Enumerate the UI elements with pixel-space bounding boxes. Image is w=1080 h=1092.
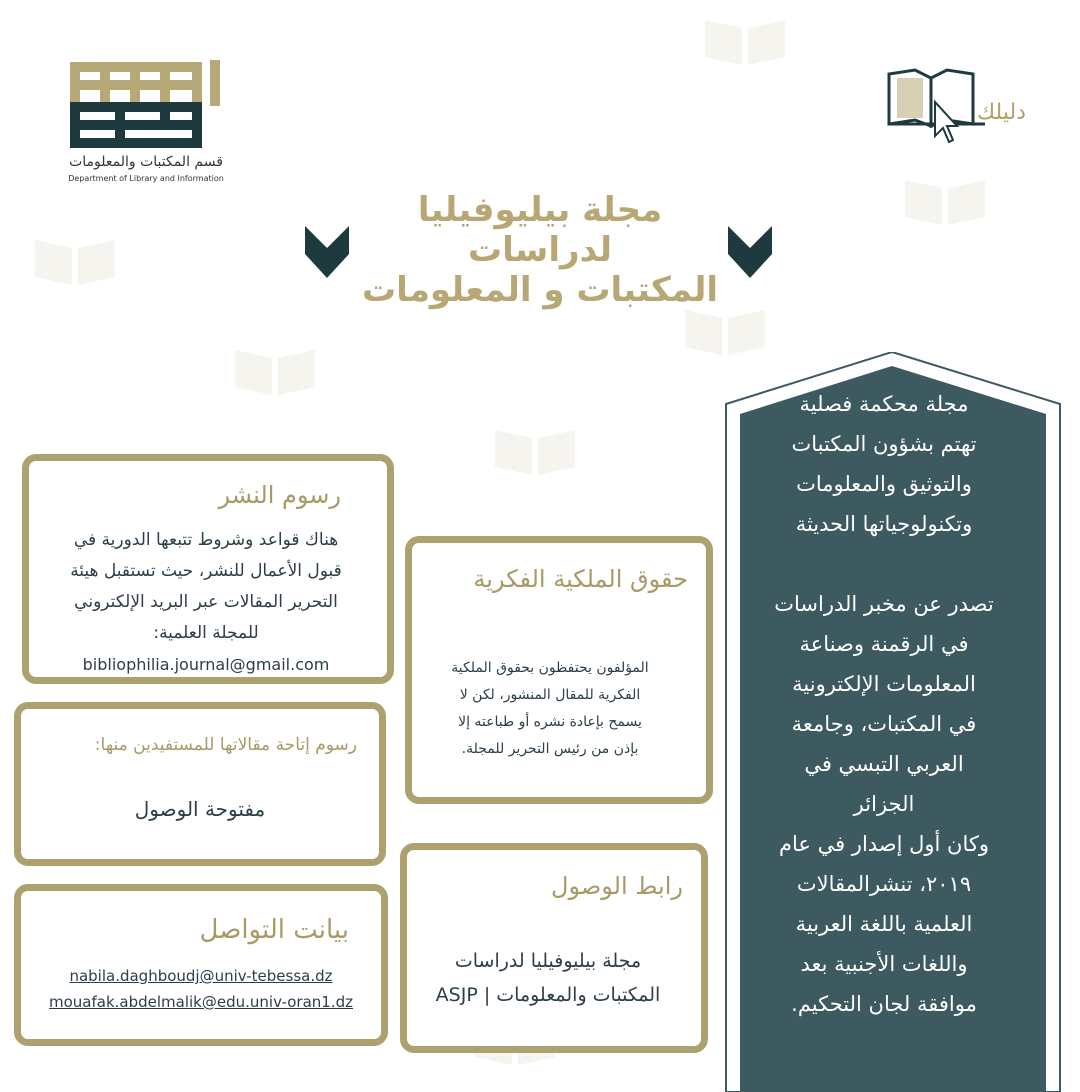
brand-word: دليلك	[977, 100, 1026, 125]
page-title	[360, 190, 720, 310]
title-line-2: المكتبات و المعلومات	[361, 270, 719, 310]
description-text	[742, 384, 1026, 1024]
journal-email-link[interactable]: bibliophilia.journal@gmail.com	[82, 655, 330, 674]
panel-line: مجلة محكمة فصلية	[799, 392, 969, 416]
panel-line: العربي التبسي في	[804, 752, 964, 776]
panel-line: المعلومات الإلكترونية	[792, 672, 976, 696]
panel-line: في الرقمنة وصناعة	[799, 632, 969, 656]
panel-line: والتوثيق والمعلومات	[796, 472, 972, 496]
logo-arabic-caption: قسم المكتبات والمعلومات	[69, 154, 223, 170]
watermark-book-icon	[900, 170, 990, 230]
ip-line: بإذن من رئيس التحرير للمجلة.	[461, 741, 639, 757]
access-link-heading: رابط الوصول	[551, 872, 683, 900]
ip-line: المؤلفون يحتفظون بحقوق الملكية	[451, 660, 649, 676]
publication-fees-card	[22, 454, 394, 684]
publication-fees-body	[39, 525, 373, 680]
watermark-book-icon	[230, 340, 320, 400]
link-line: مجلة بيليوفيليا لدراسات	[454, 950, 642, 972]
fees-line: قبول الأعمال للنشر، حيث تستقبل هيئة	[70, 561, 342, 581]
calligraphy-logo-icon	[60, 58, 230, 152]
contact-email-link[interactable]: nabila.daghboudj@univ-tebessa.dz	[69, 967, 333, 985]
title-line-1: مجلة بيليوفيليا لدراسات	[417, 190, 663, 270]
ip-line: الفكرية للمقال المنشور، لكن لا	[459, 687, 641, 703]
panel-line: تصدر عن مخبر الدراسات	[774, 592, 994, 616]
watermark-book-icon	[700, 10, 790, 70]
intellectual-property-heading: حقوق الملكية الفكرية	[473, 565, 688, 593]
panel-line: العلمية باللغة العربية	[795, 912, 973, 936]
ip-line: يسمح بإعادة نشره أو طباعته إلا	[458, 714, 642, 730]
publication-fees-heading: رسوم النشر	[218, 481, 341, 509]
panel-line: في المكتبات، وجامعة	[791, 712, 977, 736]
intellectual-property-body	[424, 655, 676, 763]
contact-email-link[interactable]: mouafak.abdelmalik@edu.univ-oran1.dz	[49, 993, 353, 1011]
contact-emails	[21, 963, 381, 1015]
brand	[885, 64, 1045, 144]
panel-line: وكان أول إصدار في عام	[778, 832, 990, 856]
panel-line: ٢٠١٩، تنشرالمقالات	[796, 872, 972, 896]
watermark-book-icon	[30, 230, 120, 290]
logo-english-caption: Department of Library and Information	[68, 174, 224, 183]
department-logo	[60, 58, 230, 188]
panel-line: موافقة لجان التحكيم.	[791, 992, 977, 1016]
access-fees-card	[14, 702, 386, 866]
link-line: المكتبات والمعلومات | ASJP	[435, 984, 661, 1006]
watermark-book-icon	[490, 420, 580, 480]
fees-line: هناك قواعد وشروط تتبعها الدورية في	[73, 530, 339, 550]
access-link-body[interactable]	[417, 944, 679, 1012]
fees-line: للمجلة العلمية:	[153, 623, 259, 643]
panel-line: وتكنولوجياتها الحديثة	[795, 512, 973, 536]
access-link-card	[400, 843, 708, 1053]
chevron-down-icon	[728, 226, 772, 278]
access-fees-heading: رسوم إتاحة مقالاتها للمستفيدين منها:	[94, 735, 357, 755]
chevron-down-icon	[305, 226, 349, 278]
fees-line: التحرير المقالات عبر البريد الإلكتروني	[74, 592, 338, 612]
contact-heading: بيانت التواصل	[199, 915, 349, 945]
open-book-cursor-icon	[885, 64, 985, 144]
panel-line: تهتم بشؤون المكتبات	[791, 432, 977, 456]
panel-line: الجزائر	[853, 792, 915, 816]
panel-line: واللغات الأجنبية بعد	[800, 952, 968, 976]
intellectual-property-card	[405, 536, 713, 804]
contact-card	[14, 884, 388, 1046]
access-fees-value: مفتوحة الوصول	[134, 797, 266, 821]
